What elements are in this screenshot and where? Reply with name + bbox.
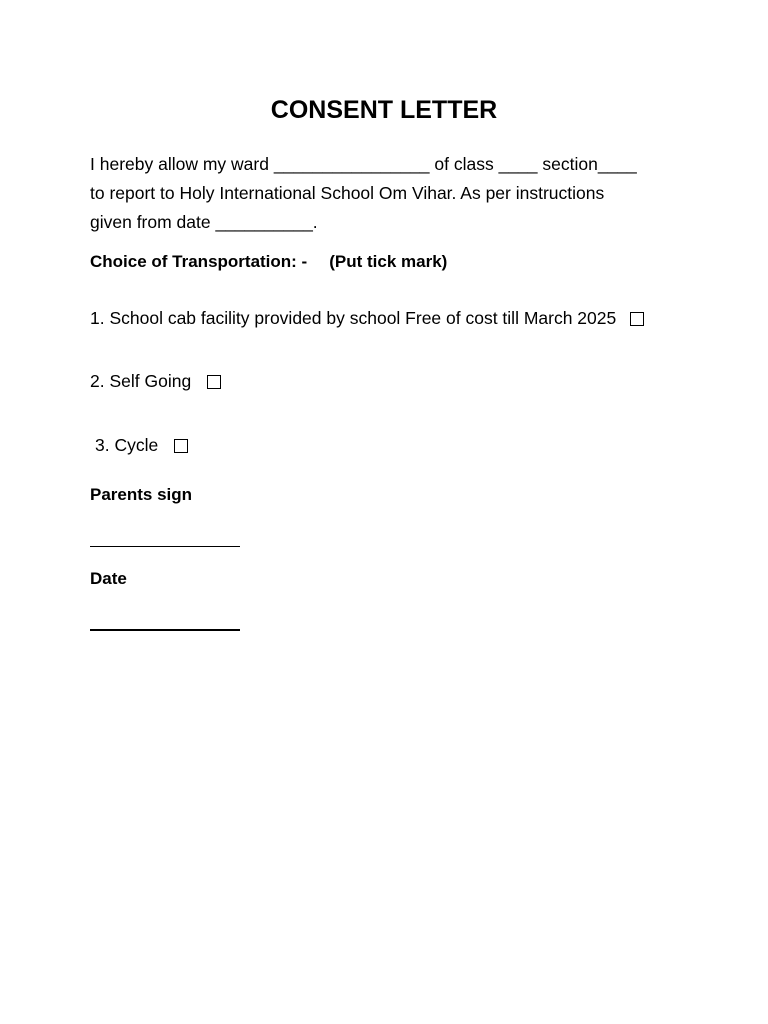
option-self-going (90, 371, 221, 392)
transportation-choice-heading (90, 252, 447, 272)
self-going-checkbox[interactable] (207, 375, 221, 389)
paragraph-line-2: to report to Holy International School Om Vihar. As per instructions (90, 183, 605, 203)
option-label: 3. Cycle (95, 435, 159, 455)
date-label: Date (90, 569, 127, 588)
parents-sign-line[interactable] (90, 546, 240, 547)
cycle-checkbox[interactable] (174, 439, 188, 453)
paragraph-line-1: I hereby allow my ward ________________ of class ____ section____ (90, 154, 637, 174)
option-label: 2. Self Going (90, 371, 192, 391)
paragraph-line-3: given from date __________. (90, 212, 318, 232)
parents-sign-label: Parents sign (90, 485, 193, 504)
consent-paragraph (90, 150, 690, 237)
choice-heading-note: (Put tick mark) (329, 252, 448, 271)
option-cycle (95, 435, 188, 456)
choice-heading-label: Choice of Transportation: - (90, 252, 308, 271)
option-school-cab (90, 308, 644, 329)
page-title: CONSENT LETTER (270, 96, 498, 124)
school-cab-checkbox[interactable] (630, 312, 644, 326)
date-line[interactable] (90, 629, 240, 631)
option-label: 1. School cab facility provided by school Free of cost till March 2025 (90, 308, 617, 328)
